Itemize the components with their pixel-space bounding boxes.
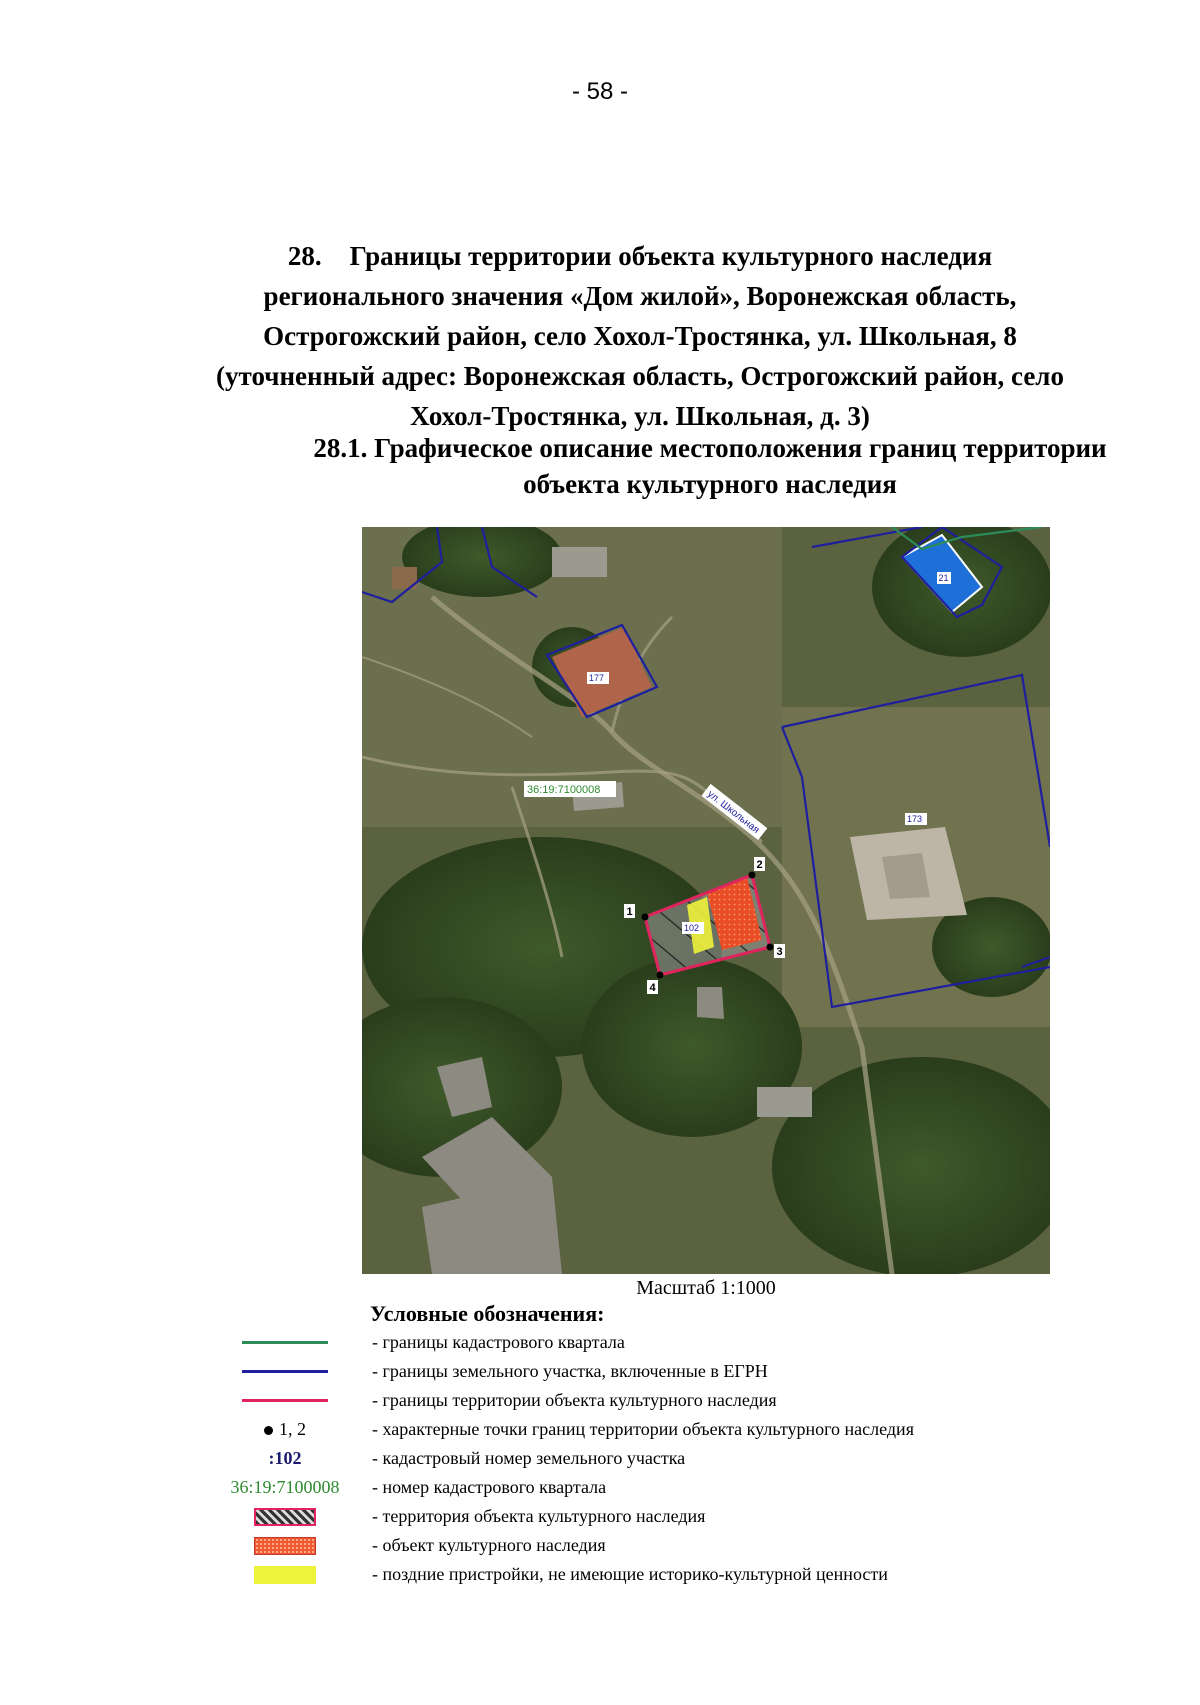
map-frame (362, 527, 1050, 1274)
section-title-line-4: (уточненный адрес: Воронежская область, Острогожский район, село (216, 361, 1064, 391)
legend-text: - характерные точки границ территории объекта культурного наследия (372, 1419, 914, 1439)
green-line-symbol (242, 1341, 328, 1344)
quarter-number-label: 36:19:7100008 (527, 784, 601, 796)
pink-line-symbol (242, 1399, 328, 1402)
boundary-point-3 (767, 944, 774, 951)
section-title-line-1: Границы территории объекта культурного наследия (349, 241, 993, 271)
legend-item-later-additions (200, 1560, 1100, 1589)
section-title-line-3: Острогожский район, село Хохол-Тростянка, ул. Школьная, 8 (263, 321, 1017, 351)
blue-line-symbol (242, 1370, 328, 1373)
hatch-swatch (254, 1508, 316, 1526)
legend-text: - границы территории объекта культурного наследия (372, 1390, 777, 1410)
subsection-title (280, 430, 1140, 502)
boundary-point-1 (642, 914, 649, 921)
legend-text: - границы земельного участка, включенные в ЕГРН (372, 1361, 768, 1381)
legend-item-boundary-points (200, 1415, 1100, 1444)
legend-text: - границы кадастрового квартала (372, 1332, 625, 1352)
section-title-line-2: регионального значения «Дом жилой», Воронежская область, (263, 281, 1017, 311)
parcel-label-173: 173 (907, 814, 923, 824)
cadastral-map (362, 527, 1050, 1274)
point-label-4: 4 (649, 982, 656, 994)
legend (200, 1328, 1100, 1589)
map-scale: Масштаб 1:1000 (636, 1277, 776, 1299)
legend-item-quarter-number (200, 1473, 1100, 1502)
quarter-number-symbol: 36:19:7100008 (230, 1477, 340, 1497)
page-number: - 58 - (571, 78, 628, 105)
section-title-line-5: Хохол-Тростянка, ул. Школьная, д. 3) (410, 401, 870, 431)
legend-text: - номер кадастрового квартала (372, 1477, 607, 1497)
legend-title: Условные обозначения: (370, 1301, 605, 1326)
point-symbol-label: 1, 2 (279, 1419, 306, 1439)
legend-item-heritage-boundary (200, 1386, 1100, 1415)
legend-text: - поздние пристройки, не имеющие историко-культурной ценности (372, 1564, 888, 1584)
parcel-label-177: 177 (589, 673, 605, 683)
section-number: 28. (287, 241, 322, 271)
parcel-number-symbol: :102 (268, 1448, 302, 1468)
object-fill-swatch (254, 1537, 316, 1555)
legend-item-parcel-number (200, 1444, 1100, 1473)
boundary-point-2 (749, 872, 756, 879)
legend-text: - объект культурного наследия (372, 1535, 606, 1555)
legend-item-heritage-territory (200, 1502, 1100, 1531)
parcel-label-21: 21 (938, 573, 949, 583)
legend-item-heritage-object (200, 1531, 1100, 1560)
street-label: ул. Школьная (705, 788, 762, 836)
boundary-point-4 (657, 972, 664, 979)
point-label-2: 2 (756, 859, 763, 871)
point-label-3: 3 (776, 946, 783, 958)
parcel-label-102: 102 (684, 923, 700, 933)
point-symbol (264, 1419, 306, 1440)
subsection-title-line-1: 28.1. Графическое описание местоположения границ территории (313, 433, 1107, 463)
legend-item-quarter-boundary (200, 1328, 1100, 1357)
legend-text: - кадастровый номер земельного участка (372, 1448, 686, 1468)
dot-icon (264, 1426, 273, 1435)
section-title (200, 236, 1080, 436)
yellow-fill-swatch (254, 1566, 316, 1584)
legend-item-parcel-boundary (200, 1357, 1100, 1386)
legend-text: - территория объекта культурного наследия (372, 1506, 706, 1526)
subsection-title-line-2: объекта культурного наследия (523, 469, 897, 499)
point-label-1: 1 (626, 906, 633, 918)
